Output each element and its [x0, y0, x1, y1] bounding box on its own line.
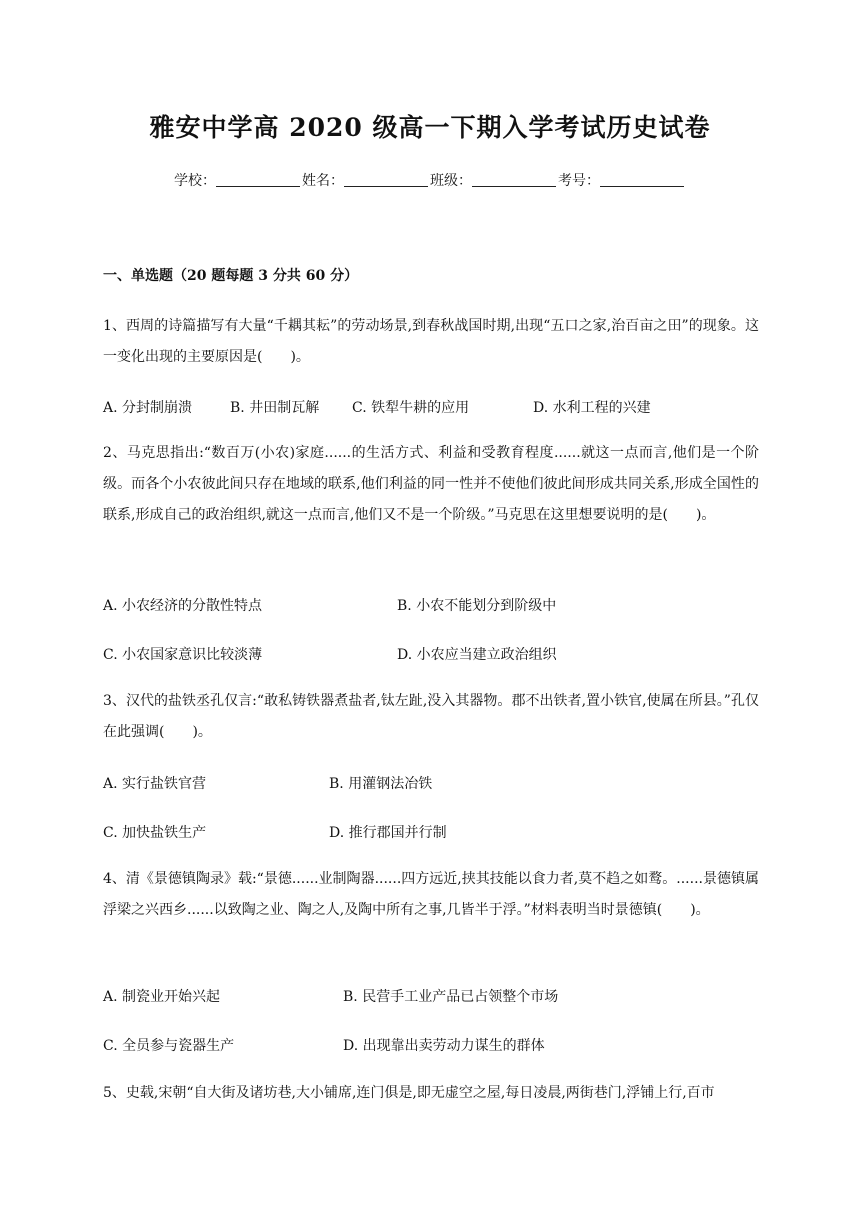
question-3-option-b[interactable]: B. 用灌钢法冶铁 [329, 776, 433, 792]
question-4-option-a[interactable]: A. 制瓷业开始兴起 [103, 989, 221, 1005]
section-heading: 一、单选题（20 题每题 3 分共 60 分） [103, 268, 359, 284]
question-1-option-a[interactable]: A. 分封制崩溃 [103, 400, 193, 416]
question-2-option-a[interactable]: A. 小农经济的分散性特点 [103, 598, 263, 614]
question-1-option-b[interactable]: B. 井田制瓦解 [230, 400, 320, 416]
question-3-text: 3、汉代的盐铁丞孔仅言:“敢私铸铁器煮盐者,钛左趾,没入其器物。郡不出铁者,置小铁官,使属在所县。”孔仅在此强调( )。 [103, 693, 759, 740]
question-4-option-b[interactable]: B. 民营手工业产品已占领整个市场 [343, 989, 559, 1005]
question-2-text: 2、马克思指出:“数百万(小农)家庭......的生活方式、利益和受教育程度......就这一点而言,他们是一个阶级。而各个小农彼此间只存在地域的联系,他们利益的同一性并不使他们彼此间形成共同关系,形成全国性的联系,形成自己的政治组织,就这一点而言,他们又不是一个阶级。”马克思在这里想要说明的是( )。 [103, 445, 759, 523]
exam-title: 雅安中学高 2020 级高一下期入学考试历史试卷 [149, 113, 711, 142]
question-4-option-d[interactable]: D. 出现靠出卖劳动力谋生的群体 [343, 1038, 545, 1054]
question-2-option-b[interactable]: B. 小农不能划分到阶级中 [397, 598, 557, 614]
exam-number-label: 考号： [558, 173, 600, 189]
class-label: 班级： [430, 173, 472, 189]
name-label: 姓名： [302, 173, 344, 189]
question-1-option-d[interactable]: D. 水利工程的兴建 [533, 400, 651, 416]
school-blank[interactable] [216, 172, 300, 187]
question-3-option-d[interactable]: D. 推行郡国并行制 [329, 825, 447, 841]
student-info-line [0, 170, 860, 190]
question-3-option-a[interactable]: A. 实行盐铁官营 [103, 776, 207, 792]
school-label: 学校： [174, 173, 216, 189]
name-blank[interactable] [344, 172, 428, 187]
question-4-text: 4、清《景德镇陶录》载:“景德......业制陶器......四方远近,挟其技能以食力者,莫不趋之如鹜。......景德镇属浮梁之兴西乡......以致陶之业、陶之人,及陶中所有之事,几皆半于浮。”材料表明当时景德镇( )。 [103, 871, 759, 918]
question-2-option-d[interactable]: D. 小农应当建立政治组织 [397, 647, 557, 663]
class-blank[interactable] [472, 172, 556, 187]
question-1-text: 1、西周的诗篇描写有大量“千耦其耘”的劳动场景,到春秋战国时期,出现“五口之家,治百亩之田”的现象。这一变化出现的主要原因是( )。 [103, 318, 759, 365]
question-3-option-c[interactable]: C. 加快盐铁生产 [103, 825, 207, 841]
question-1-option-c[interactable]: C. 铁犁牛耕的应用 [352, 400, 470, 416]
question-4-option-c[interactable]: C. 全员参与瓷器生产 [103, 1038, 235, 1054]
question-5-text: 5、史载,宋朝“自大街及诸坊巷,大小铺席,连门俱是,即无虚空之屋,每日凌晨,两街巷门,浮铺上行,百市 [103, 1085, 715, 1101]
question-2-option-c[interactable]: C. 小农国家意识比较淡薄 [103, 647, 263, 663]
exam-number-blank[interactable] [600, 172, 684, 187]
